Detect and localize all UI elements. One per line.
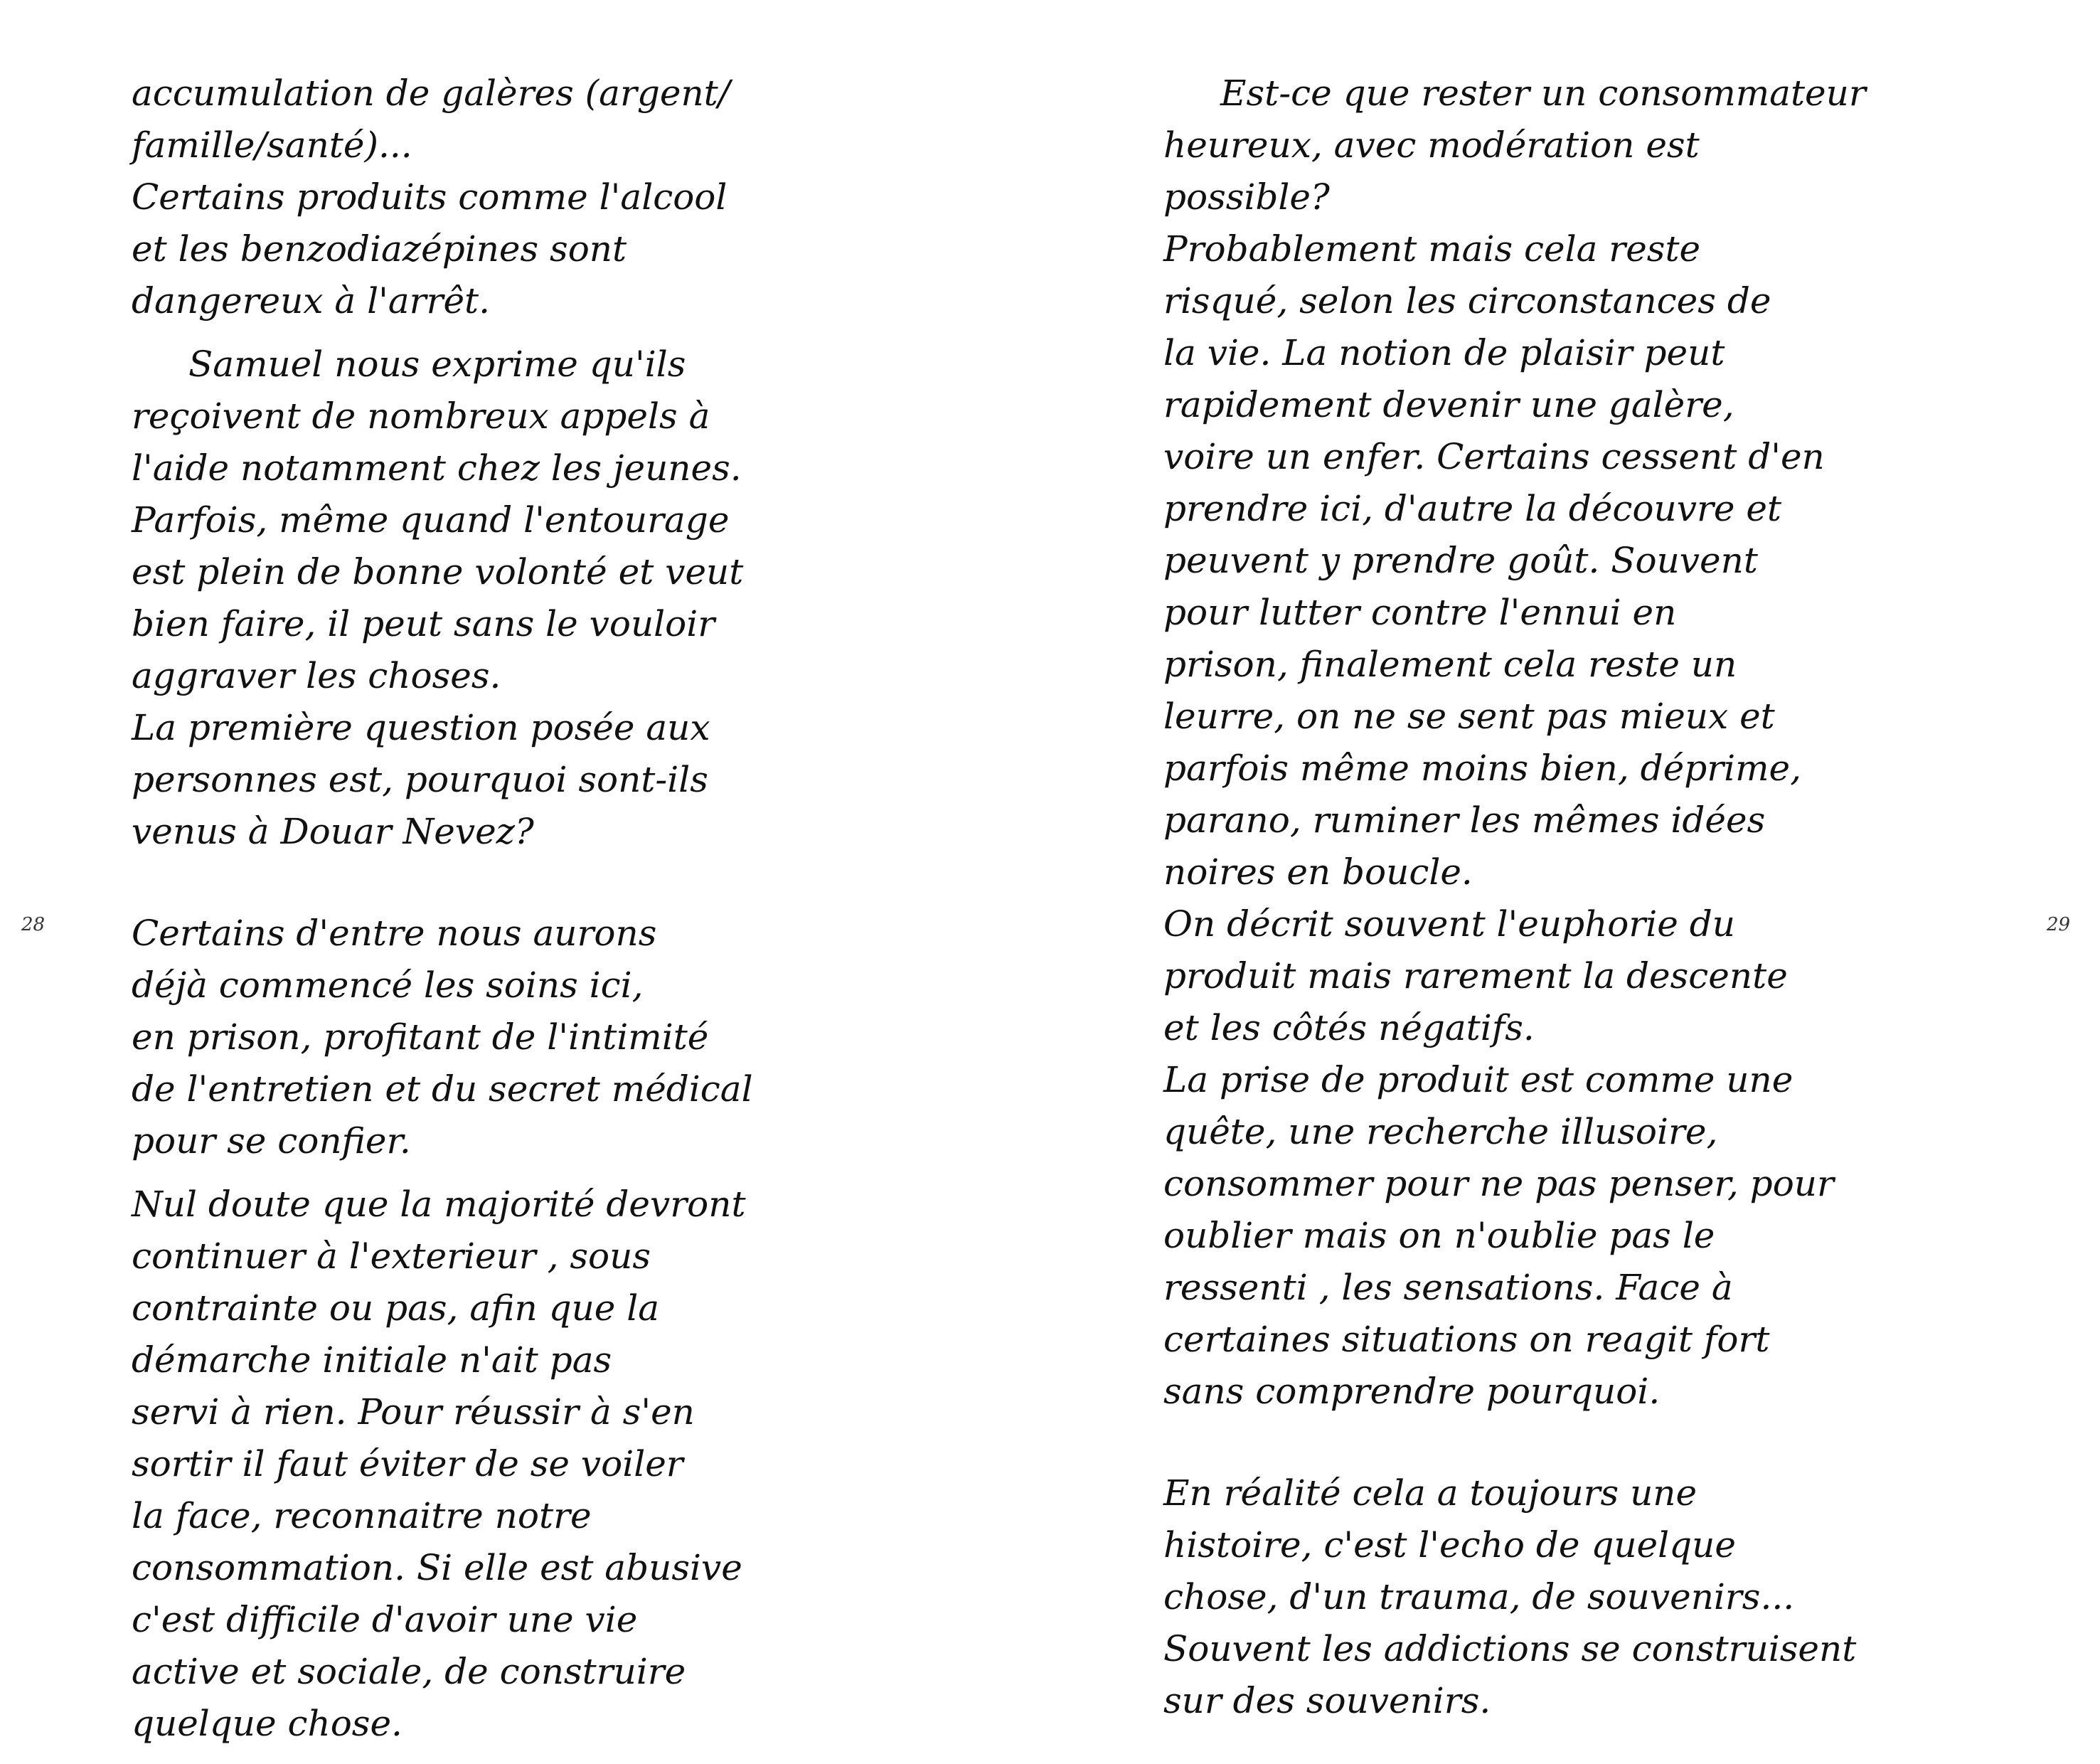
text-line: l'aide notamment chez les jeunes.: [132, 447, 742, 489]
text-line: pour se confier.: [132, 1120, 411, 1162]
text-line: La prise de produit est comme une: [1163, 1059, 1793, 1100]
text-line: contrainte ou pas, afin que la: [132, 1287, 660, 1329]
text-line: Est-ce que rester un consommateur: [1220, 73, 1866, 114]
left-page-text: [132, 68, 949, 1750]
text-line: Certains d'entre nous aurons: [132, 913, 657, 954]
text-line: chose, d'un trauma, de souvenirs...: [1163, 1576, 1795, 1617]
text-line: quête, une recherche illusoire,: [1163, 1111, 1718, 1152]
text-line: Samuel nous exprime qu'ils: [188, 344, 686, 385]
text-line: sortir il faut éviter de se voiler: [132, 1443, 683, 1484]
text-line: Probablement mais cela reste: [1163, 228, 1701, 270]
text-line: pour lutter contre l'ennui en: [1163, 592, 1677, 633]
text-line: Nul doute que la majorité devront: [132, 1184, 746, 1225]
text-line: prendre ici, d'autre la découvre et: [1163, 488, 1782, 529]
text-line: c'est difficile d'avoir une vie: [132, 1599, 638, 1640]
text-line: Certains produits comme l'alcool: [132, 176, 727, 218]
text-line: consommation. Si elle est abusive: [132, 1547, 742, 1588]
text-line: venus à Douar Nevez?: [132, 811, 534, 852]
text-line: ressenti , les sensations. Face à: [1163, 1267, 1733, 1308]
text-line: famille/santé)...: [132, 124, 412, 166]
text-line: prison, finalement cela reste un: [1163, 644, 1737, 685]
text-line: oublier mais on n'oublie pas le: [1163, 1215, 1715, 1256]
text-line: En réalité cela a toujours une: [1163, 1472, 1697, 1514]
text-line: noires en boucle.: [1163, 851, 1473, 893]
text-line: bien faire, il peut sans le vouloir: [132, 603, 715, 644]
right-page-text: [1163, 68, 2017, 1727]
text-line: peuvent y prendre goût. Souvent: [1163, 540, 1758, 581]
text-line: sur des souvenirs.: [1163, 1680, 1491, 1721]
text-line: servi à rien. Pour réussir à s'en: [132, 1391, 695, 1433]
text-line: heureux, avec modération est: [1163, 124, 1700, 166]
text-line: Parfois, même quand l'entourage: [132, 499, 730, 541]
page-number: 28: [21, 914, 46, 935]
text-line: reçoivent de nombreux appels à: [132, 395, 710, 437]
text-line: active et sociale, de construire: [132, 1651, 686, 1692]
text-line: continuer à l'exterieur , sous: [132, 1236, 651, 1277]
text-line: consommer pour ne pas penser, pour: [1163, 1163, 1834, 1204]
text-line: la face, reconnaitre notre: [132, 1495, 592, 1536]
right-page: [1050, 0, 2100, 1764]
text-line: dangereux à l'arrêt.: [132, 280, 491, 322]
text-line: déjà commencé les soins ici,: [132, 965, 644, 1006]
text-line: leurre, on ne se sent pas mieux et: [1163, 696, 1775, 737]
text-line: et les côtés négatifs.: [1163, 1007, 1535, 1048]
text-line: certaines situations on reagit fort: [1163, 1319, 1770, 1360]
text-line: en prison, profitant de l'intimité: [132, 1016, 709, 1058]
text-line: accumulation de galères (argent/: [132, 73, 730, 114]
text-line: de l'entretien et du secret médical: [132, 1068, 753, 1110]
text-line: possible?: [1163, 176, 1330, 218]
text-line: histoire, c'est l'echo de quelque: [1163, 1524, 1736, 1566]
text-line: quelque chose.: [132, 1703, 403, 1744]
text-line: et les benzodiazépines sont: [132, 228, 627, 270]
text-line: voire un enfer. Certains cessent d'en: [1163, 436, 1825, 477]
text-line: produit mais rarement la descente: [1163, 955, 1788, 997]
text-line: démarche initiale n'ait pas: [132, 1339, 612, 1381]
text-line: la vie. La notion de plaisir peut: [1163, 332, 1725, 373]
text-line: Souvent les addictions se construisent: [1163, 1628, 1857, 1669]
page-number: 29: [2047, 914, 2071, 935]
text-line: On décrit souvent l'euphorie du: [1163, 903, 1735, 945]
text-line: risqué, selon les circonstances de: [1163, 280, 1771, 322]
text-line: est plein de bonne volonté et veut: [132, 551, 744, 593]
text-line: La première question posée aux: [132, 707, 710, 748]
text-line: rapidement devenir une galère,: [1163, 384, 1734, 425]
text-line: parano, ruminer les mêmes idées: [1163, 799, 1766, 841]
text-line: sans comprendre pourquoi.: [1163, 1371, 1661, 1412]
text-line: personnes est, pourquoi sont-ils: [132, 759, 708, 800]
text-line: parfois même moins bien, déprime,: [1163, 748, 1801, 789]
text-line: aggraver les choses.: [132, 655, 501, 696]
